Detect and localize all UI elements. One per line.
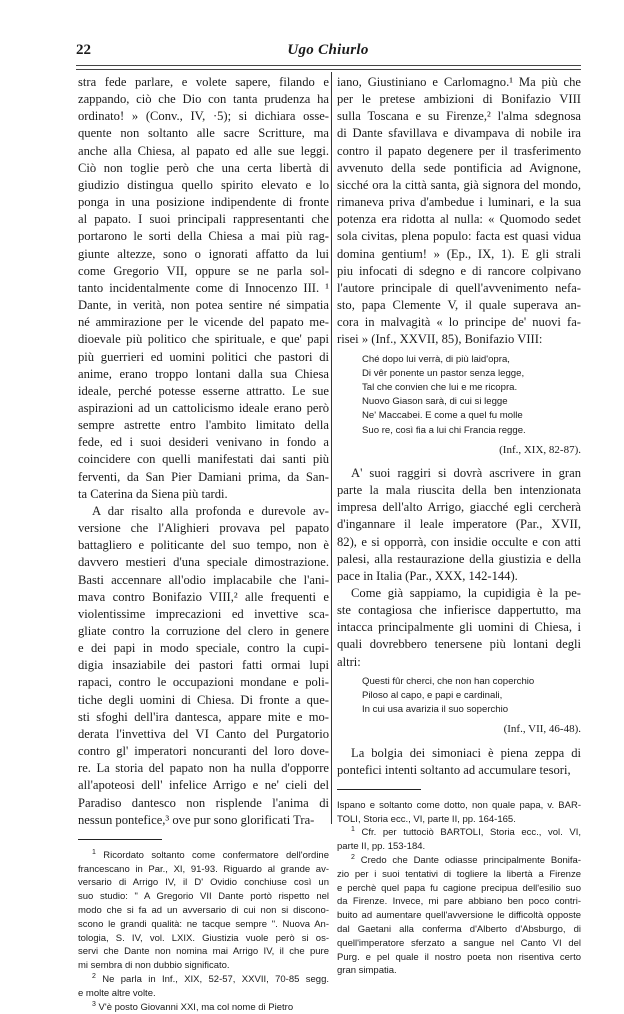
text-line: tiche degli uomini di Chiesa. Di fronte a que- — [78, 692, 329, 707]
text-line: derata l'invettiva del VI Canto del Purgatorio — [78, 726, 329, 741]
footnote-line — [78, 1001, 329, 1014]
text-line: stra fede parlare, e volete sapere, filando e — [78, 75, 329, 89]
text-line: Basti accennare all'odio implacabile che l'ani- — [78, 572, 329, 587]
verse-line: Di vêr ponente un pastor senza legge, — [362, 367, 525, 379]
footnote-line: e molte altre volte. — [78, 987, 156, 999]
footnote — [337, 826, 581, 854]
text-line: all'apoteosi dell' infelice Arrigo e ne' cieli del — [78, 778, 329, 793]
footnote — [78, 849, 329, 973]
paragraph — [78, 74, 329, 503]
footnote-line: modo che si fa ad un avversario di cui non si discono- — [78, 905, 329, 917]
text-line: cora in malvagità « lo principe de' nuovi fa- — [337, 315, 581, 330]
text-line: pace in Italia (Par., XXX, 142-144). — [337, 568, 518, 583]
text-line: quali dovrebbero tenersene più lontani degli — [337, 637, 581, 652]
verse-line: In cui usa avarizia il suo soperchio — [362, 704, 509, 716]
text-line: violentissime imprecazioni ed invettive sca- — [78, 606, 329, 621]
footnote — [337, 799, 581, 827]
text-line: d'ingannare il leale imperatore (Par., XVII, — [337, 517, 581, 532]
footnote-line — [337, 854, 581, 868]
verse-quote — [337, 353, 581, 438]
verse-line: Questi fûr cherci, che non han coperchio — [362, 675, 535, 687]
footnote-line: e perchè quel papa fu cagione precipua dell'esilio suo — [337, 882, 581, 894]
footnote — [78, 1001, 329, 1014]
footnote-line — [78, 973, 329, 987]
verse-line: Ne' Maccabei. E come a quel fu molle — [362, 410, 523, 422]
text-line: Paradiso dantesco non risplende l'anima di — [78, 795, 329, 810]
text-line: rimaneva priva d'ambedue i luminari, e la sua — [337, 195, 581, 210]
footnote-line: da Firenze. Invece, mi pare abbiano ben poco contri- — [337, 896, 581, 908]
column-divider — [331, 72, 332, 824]
text-line: digia insaziabile dei pastori fatti ormai lupi — [78, 658, 329, 673]
text-line: ste contagiosa che infierisce dappertutto, ma — [337, 603, 581, 618]
text-line: Dante, in verità, non potea sentire né simpatia — [78, 298, 329, 313]
footnote-line: scono le grandi qualità: ne tacque sempre ". Nuova An- — [78, 918, 329, 930]
text-line: ta Caterina da Siena più tardi. — [78, 486, 228, 501]
footnote-line: tologia, S. IV, vol. LXIX. Giustizia vuole però si os- — [78, 932, 329, 944]
footnote-line: Ispano e soltanto come dotto, non quale papa, v. BAR- — [337, 799, 581, 811]
paragraph — [337, 585, 581, 671]
text-line: 82), e si opporrà, con insidie occulte e con atti — [337, 534, 581, 549]
text-line: risei » (Inf., XXVII, 85), Bonifazio VIII: — [337, 332, 543, 347]
page-header — [76, 42, 580, 62]
footnote-text: Ne parla in Inf., XIX, 52-57, XXVII, 70-85 segg. — [102, 974, 329, 986]
text-line: contro gl' imperatori noncuranti del loro dove- — [78, 744, 329, 759]
footnote-marker: 1 — [92, 848, 96, 856]
left-column — [78, 74, 329, 1014]
text-line: re. La storia del papato non ha nulla d'opporre — [78, 761, 329, 776]
text-line: dioevale più politico che spirituale, e que' papi — [78, 332, 329, 347]
verse-citation: (Inf., VII, 46-48). — [503, 723, 581, 736]
text-line: pontefici intenti soltanto ad accumulare tesori, — [337, 762, 571, 777]
text-line: più guerrieri ed uomini politici che pastori di — [78, 349, 329, 364]
verse-line: Piloso al capo, e papi e cardinali, — [362, 689, 503, 701]
text-line: tanto incidentalmente come di Innocenzo III. ¹ — [78, 280, 329, 295]
footnote-line: suo studio: " A Gregorio VII Dante portò rispetto nel — [78, 891, 329, 903]
text-line: palesi, alla restaurazione della giustizia e della — [337, 551, 581, 566]
footnote-line — [78, 849, 329, 863]
text-line: ponga in una posizione indipendente di fronte — [78, 195, 329, 210]
text-line: portarono le sorti della Chiesa a mai più rag- — [78, 229, 329, 244]
footnote-rule — [78, 839, 162, 840]
text-line: parte la mala riuscita della ben intenzionata — [337, 483, 581, 498]
footnote-text: V'è posto Giovanni XXI, ma col nome di Pietro — [98, 1001, 294, 1013]
text-line: Ciò non toglie però che una certa libertà di — [78, 160, 329, 175]
footnote — [78, 973, 329, 1001]
text-line: anche alla Chiesa, al papato ed alle sue leggi. — [78, 143, 329, 158]
text-line: giudizio distingua quello spirito elevato e lo — [78, 177, 329, 192]
footnote-line: versario di Arrigo IV, il D' Ovidio conchiuse così un — [78, 877, 329, 889]
text-line: coincidere con quelli manifestati dai santi più — [78, 452, 329, 467]
text-line: La bolgia dei simoniaci è piena zeppa di — [351, 745, 581, 760]
text-line: aspirazioni ad un cattolicismo ideale erano però — [78, 400, 329, 415]
text-line: al papato. I suoi principali rappresentanti che — [78, 212, 329, 227]
verse-line: Ché dopo lui verrà, di più laid'opra, — [362, 353, 510, 365]
footnote-marker: 3 — [92, 1000, 96, 1008]
text-line: per le pretese ambizioni di Bonifazio VIII — [337, 92, 581, 107]
text-line: sti sfoghi dell'ira dantesca, appare mite e mo- — [78, 709, 329, 724]
running-title: Ugo Chiurlo — [287, 42, 369, 58]
verse-line: Suo re, così fia a lui chi Francia regge. — [362, 424, 526, 436]
footnote-text: Credo che Dante odiasse principalmente Bonifa- — [360, 855, 581, 867]
footnote-rule — [337, 789, 421, 790]
text-line: iano, Giustiniano e Carlomagno.¹ Ma più che — [337, 75, 581, 89]
footnote-line: Purg. e pel quale il nostro poeta non risentiva certo — [337, 951, 581, 963]
footnote-line: quell'imperatore sferzato a sangue nel Canto VI del — [337, 937, 581, 949]
text-line: sto, papa Clemente V, il quale superava an- — [337, 298, 581, 313]
text-line: ideale, perché potesse esserne attratto. Le sue — [78, 383, 329, 398]
footnote-line — [337, 826, 581, 840]
text-line: impresa dell'alto Arrigo, giacché egli cercherà — [337, 500, 581, 515]
text-line: di Dante sfavillava e divampava di nobile ira — [337, 126, 581, 141]
paragraph — [337, 74, 581, 349]
text-line: mava contro Bonifazio VIII,² alle frequenti e — [78, 589, 329, 604]
header-rule — [76, 65, 581, 70]
footnote-line: dal Gaetani alla conferma d'Alberto d'Absburgo, di — [337, 924, 581, 935]
text-line: ordinato! » (Conv., IV, ·5); si dichiara osse- — [78, 109, 329, 124]
footnote-line: buito ad aumentare quell'avversione le difficoltà opposte — [337, 910, 581, 922]
text-line: come Gregorio VII, oppure se ne parla sol- — [78, 263, 329, 278]
text-line: Come già sappiamo, la cupidigia è la pe- — [351, 585, 581, 600]
text-line: versione che l'Alighieri provava pel papato — [78, 521, 329, 536]
paragraph — [78, 503, 329, 829]
text-line: A' suoi raggiri si dovrà ascrivere in gran — [351, 465, 581, 480]
text-line: zappando, ciò che Dio con tanta prudenza ha — [78, 92, 329, 107]
right-column — [337, 74, 581, 978]
text-line: avvenuto della sede pontificia ad Avignone, — [337, 160, 581, 175]
paragraph — [337, 745, 581, 779]
text-line: rapaci, contro le occupazioni mondane e poli- — [78, 675, 329, 690]
text-line: domina gentium! » (Ep., IX, 1). E gli strali — [337, 246, 581, 261]
footnote-line: parte II, pp. 153-184. — [337, 841, 426, 853]
text-line: sola civitas, plena populo: facta est quasi vidua — [337, 229, 581, 244]
text-line: fede, ed i suoi desideri venivano in fondo a — [78, 435, 329, 450]
paragraph — [337, 465, 581, 585]
footnote-line: mi sembra di non dubbio significato. — [78, 960, 230, 972]
text-line: altri: — [337, 654, 361, 669]
footnote-line: gran simpatia. — [337, 965, 397, 977]
footnote-marker: 2 — [351, 854, 355, 862]
text-line: l'autore principale di quell'avvenimento nefa- — [337, 280, 581, 295]
footnote-line: zio per i suoi tentativi di togliere la libertà a Firenze — [337, 868, 581, 880]
text-line: sulla Toscana e su Firenze,² l'alma sdegnosa — [337, 109, 581, 124]
text-line: piu infocati di sdegno e di rancore colpivano — [337, 263, 581, 278]
text-line: giunte altezze, sono o ignorati affatto da lui — [78, 246, 329, 261]
footnote-marker: 1 — [351, 826, 355, 834]
footnotes — [78, 849, 329, 1014]
footnote-line: francescano in Par., XI, 91-93. Riguardo al grande av- — [78, 863, 329, 875]
text-line: né ammirazione per le vicende del papato me- — [78, 315, 329, 330]
verse-line: Tal che convien che lui e me ricopra. — [362, 381, 518, 393]
verse-citation: (Inf., XIX, 82-87). — [499, 443, 581, 456]
footnote-text: Ricordato soltanto come confermatore dell'ordine — [103, 849, 329, 861]
text-line: anime, erano troppo lontani dalla sua Chiesa — [78, 366, 329, 381]
text-line: battagliero e politicante del suo tempo, non è — [78, 538, 329, 553]
verse-quote — [337, 675, 581, 718]
text-line: sempre astrette entro l'ambito limitato della — [78, 418, 329, 433]
text-line: sicché ora la città santa, già signora del mondo, — [337, 177, 581, 192]
text-line: quente non soltanto alle sacre Scritture, ma — [78, 126, 329, 141]
verse-line: Nuovo Giason sarà, di cui si legge — [362, 396, 508, 408]
footnote-line: TOLI, Storia ecc., VI, parte II, pp. 164-165. — [337, 813, 516, 825]
text-line: ferventi, da San Pier Damiani prima, da San- — [78, 469, 329, 484]
text-line: contro il papato degenere per il trasferimento — [337, 143, 581, 158]
footnote-text: Cfr. per tuttociò BARTOLI, Storia ecc., vol. VI, — [361, 827, 581, 839]
footnotes — [337, 799, 581, 978]
text-line: intacca principalmente gli uomini di Chiesa, i — [337, 620, 581, 635]
text-line: davvero mestieri d'una speciale dimostrazione. — [78, 555, 329, 570]
footnote-line: servi che Dante non nomina mai Arrigo IV, il che pure — [78, 946, 329, 958]
text-line: A dar risalto alla profonda e durevole av- — [92, 503, 329, 518]
text-line: gliate contro la corruzione del clero in genere — [78, 624, 329, 638]
text-line: e dei papi in modo speciale, contro la cupi- — [78, 641, 329, 656]
footnote-marker: 2 — [92, 973, 96, 981]
footnote — [337, 854, 581, 978]
text-line: nessun pontefice,³ ove pur sono glorificati Tra- — [78, 812, 315, 827]
text-line: potenza era ridotta al nulla: « Quomodo sedet — [337, 212, 581, 227]
page-number: 22 — [76, 42, 91, 58]
